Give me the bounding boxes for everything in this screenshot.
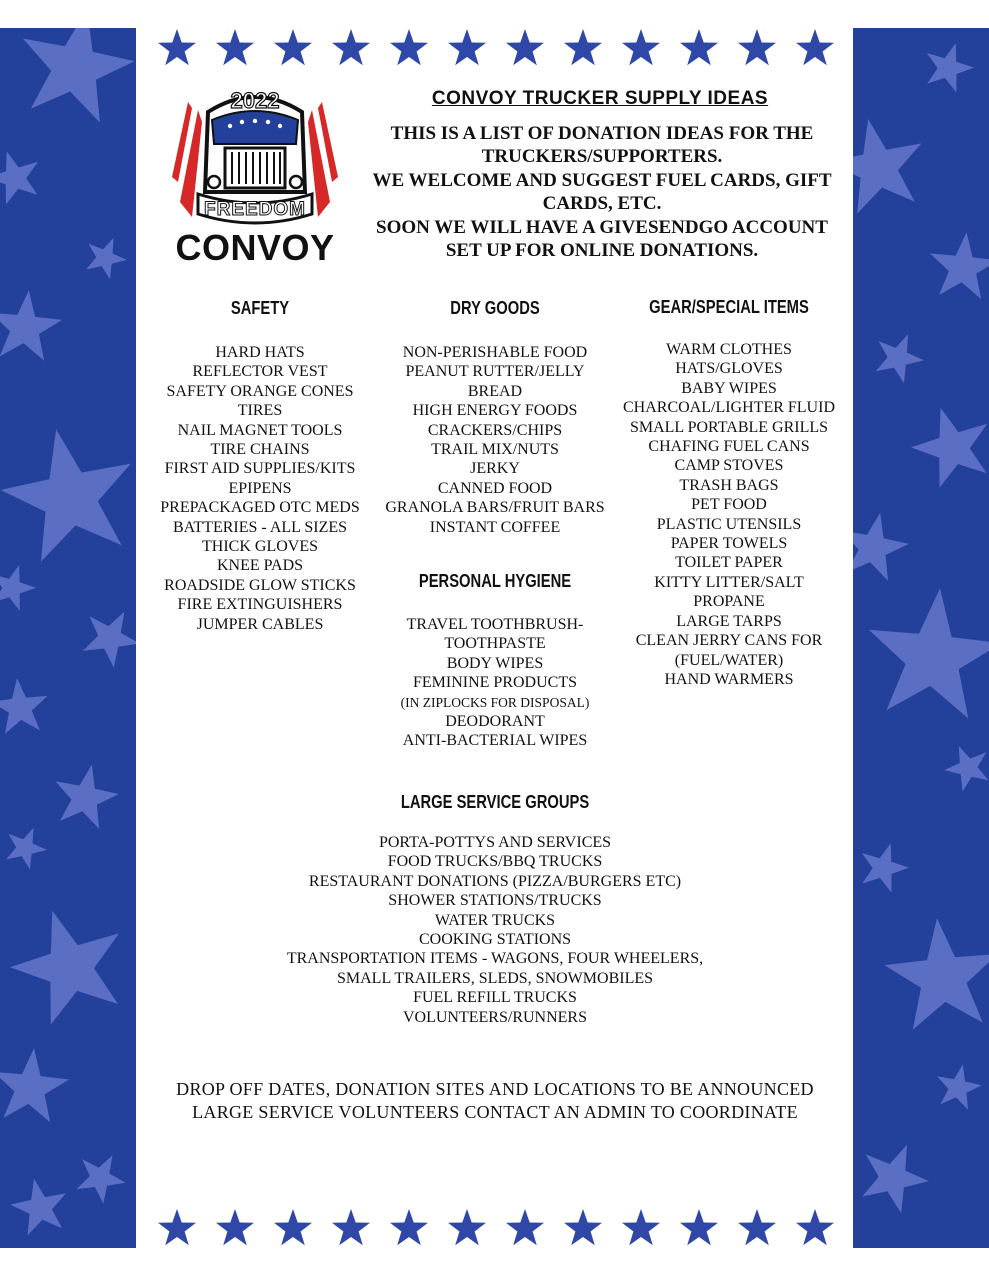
list-item: REFLECTOR VEST	[192, 363, 328, 381]
intro-line: CARDS, ETC.	[542, 193, 662, 215]
star-icon	[448, 1209, 486, 1245]
star-icon	[0, 1048, 69, 1122]
intro-text	[372, 122, 832, 262]
star-icon	[0, 151, 38, 204]
star-icon	[911, 408, 987, 488]
section-heading: PERSONAL HYGIENE	[418, 571, 572, 591]
intro-line: SET UP FOR ONLINE DONATIONS.	[445, 240, 759, 262]
intro-line: THIS IS A LIST OF DONATION IDEAS FOR THE	[390, 123, 814, 144]
list-item: FEMININE PRODUCTS	[412, 674, 577, 692]
footer-line: DROP OFF DATES, DONATION SITES AND LOCATIONS TO BE ANNOUNCED	[176, 1079, 814, 1099]
list-item: BABY WIPES	[681, 379, 777, 397]
gear-special-items-section	[610, 297, 848, 689]
safety-list	[150, 343, 370, 634]
list-item: PET FOOD	[691, 496, 767, 514]
list-item: KITTY LITTER/SALT	[654, 573, 804, 591]
top-star-border	[150, 28, 840, 68]
star-icon	[390, 1209, 428, 1245]
list-item: HAND WARMERS	[664, 670, 794, 688]
star-pattern-left	[0, 28, 136, 1248]
star-icon	[876, 334, 924, 383]
star-icon	[680, 29, 718, 65]
star-icon	[0, 290, 62, 361]
star-icon	[216, 1209, 254, 1245]
star-icon	[0, 678, 47, 734]
star-icon	[853, 119, 922, 214]
intro-line: TRUCKERS/SUPPORTERS.	[481, 146, 723, 168]
star-icon	[216, 29, 254, 65]
list-item: CANNED FOOD	[437, 479, 553, 497]
star-icon	[10, 1179, 66, 1236]
star-icon	[944, 746, 989, 792]
list-item: JUMPER CABLES	[196, 615, 324, 633]
list-item: PORTA-POTTYS AND SERVICES	[378, 834, 612, 851]
star-icon	[332, 29, 370, 65]
star-icon	[86, 238, 127, 280]
footer-note	[150, 1078, 840, 1124]
list-item: PEANUT RUTTER/JELLY	[405, 363, 585, 381]
intro-line: WE WELCOME AND SUGGEST FUEL CARDS, GIFT	[372, 169, 832, 191]
list-item: BODY WIPES	[446, 654, 544, 672]
list-item: WATER TRUCKS	[434, 911, 556, 929]
star-icon	[158, 1209, 196, 1245]
logo-word: CONVOY	[175, 227, 335, 268]
list-item: CHARCOAL/LIGHTER FLUID	[623, 399, 835, 417]
dry-goods-list	[375, 343, 615, 537]
list-item: FIRE EXTINGUISHERS	[177, 596, 343, 614]
star-icon	[930, 232, 989, 299]
safety-section	[150, 298, 370, 634]
list-item: TRAIL MIX/NUTS	[431, 441, 559, 459]
star-icon	[506, 1209, 544, 1245]
section-heading: GEAR/SPECIAL ITEMS	[649, 297, 809, 317]
list-item: ANTI-BACTERIAL WIPES	[402, 732, 588, 750]
list-item: CAMP STOVES	[674, 457, 784, 475]
star-icon	[680, 1209, 718, 1245]
star-icon	[158, 29, 196, 65]
star-icon	[83, 612, 136, 668]
star-icon	[55, 765, 118, 829]
list-item: (FUEL/WATER)	[674, 651, 784, 669]
list-item: HARD HATS	[215, 344, 305, 361]
list-item: CLEAN JERRY CANS FOR	[635, 632, 823, 650]
star-icon	[738, 1209, 776, 1245]
star-icon	[506, 29, 544, 65]
list-item: PAPER TOWELS	[670, 535, 788, 553]
footer-line: LARGE SERVICE VOLUNTEERS CONTACT AN ADMIN TO COORDINATE	[192, 1102, 798, 1122]
list-item: FIRST AID SUPPLIES/KITS	[164, 460, 356, 478]
star-icon	[448, 29, 486, 65]
list-item: SHOWER STATIONS/TRUCKS	[388, 892, 602, 910]
star-icon	[796, 1209, 834, 1245]
list-item: SMALL TRAILERS, SLEDS, SNOWMOBILES	[336, 969, 654, 987]
star-icon	[884, 918, 989, 1030]
star-icon	[862, 843, 909, 892]
left-star-band	[0, 28, 136, 1248]
list-item: ROADSIDE GLOW STICKS	[164, 576, 356, 594]
star-icon	[77, 1155, 126, 1204]
gear-list	[610, 340, 848, 689]
list-item: (IN ZIPLOCKS FOR DISPOSAL)	[400, 694, 590, 710]
star-icon	[796, 29, 834, 65]
list-item: TRAVEL TOOTHBRUSH-	[406, 616, 584, 633]
page-title: CONVOY TRUCKER SUPPLY IDEAS	[431, 88, 769, 109]
star-icon	[869, 588, 989, 718]
list-item: TIRE CHAINS	[210, 441, 310, 459]
logo-year: 2022	[230, 88, 280, 113]
personal-hygiene-section	[375, 571, 615, 751]
right-star-band	[853, 28, 989, 1248]
list-item: BREAD	[467, 382, 523, 400]
list-item: PROPANE	[693, 593, 765, 611]
list-item: HIGH ENERGY FOODS	[412, 402, 578, 420]
section-heading: SAFETY	[230, 298, 290, 318]
list-item: HATS/GLOVES	[675, 360, 783, 378]
list-item: PLASTIC UTENSILS	[656, 515, 802, 533]
list-item: TRASH BAGS	[679, 476, 779, 494]
list-item: TOILET PAPER	[675, 554, 783, 572]
star-icon	[274, 1209, 312, 1245]
section-heading: DRY GOODS	[450, 298, 540, 318]
star-icon	[0, 565, 36, 611]
freedom-convoy-logo	[170, 82, 340, 272]
list-item: TIRES	[237, 402, 283, 420]
list-item: THICK GLOVES	[202, 538, 318, 556]
star-icon	[10, 911, 119, 1025]
list-item: SMALL PORTABLE GRILLS	[629, 418, 829, 436]
large-service-groups-section	[260, 792, 730, 1027]
star-icon	[6, 828, 47, 870]
list-item: TRANSPORTATION ITEMS - WAGONS, FOUR WHEELERS,	[286, 950, 704, 968]
section-heading: LARGE SERVICE GROUPS	[400, 792, 590, 812]
star-icon	[1, 429, 131, 561]
star-icon	[564, 29, 602, 65]
list-item: CRACKERS/CHIPS	[427, 421, 563, 439]
star-icon	[853, 513, 909, 581]
star-icon	[622, 1209, 660, 1245]
list-item: DEODORANT	[445, 713, 545, 731]
list-item: BATTERIES - ALL SIZES	[172, 518, 348, 536]
list-item: EPIPENS	[228, 479, 292, 497]
list-item: LARGE TARPS	[676, 612, 782, 630]
list-item: NON-PERISHABLE FOOD	[402, 344, 588, 361]
list-item: FOOD TRUCKS/BBQ TRUCKS	[387, 853, 603, 871]
logo-banner: FREEDOM	[204, 199, 306, 220]
list-item: FUEL REFILL TRUCKS	[413, 989, 577, 1007]
star-icon	[274, 29, 312, 65]
star-pattern-right	[853, 28, 989, 1248]
star-icon	[937, 1065, 982, 1110]
list-item: INSTANT COFFEE	[429, 518, 561, 536]
list-item: PREPACKAGED OTC MEDS	[160, 499, 360, 517]
list-item: VOLUNTEERS/RUNNERS	[402, 1008, 587, 1026]
list-item: NAIL MAGNET TOOLS	[177, 421, 343, 439]
star-icon	[332, 1209, 370, 1245]
list-item: GRANOLA BARS/FRUIT BARS	[385, 499, 605, 517]
star-icon	[564, 1209, 602, 1245]
star-icon	[23, 28, 135, 123]
star-icon	[738, 29, 776, 65]
dry-goods-section	[375, 298, 615, 537]
star-icon	[390, 29, 428, 65]
star-icon	[862, 1145, 929, 1213]
personal-hygiene-list	[375, 615, 615, 751]
bottom-star-border	[150, 1208, 840, 1248]
star-icon	[927, 43, 974, 92]
list-item: COOKING STATIONS	[418, 931, 572, 949]
list-item: JERKY	[470, 460, 520, 478]
star-icon	[622, 29, 660, 65]
list-item: KNEE PADS	[216, 557, 304, 575]
list-item: WARM CLOTHES	[666, 341, 792, 358]
intro-line: SOON WE WILL HAVE A GIVESENDGO ACCOUNT	[376, 216, 828, 238]
list-item: TOOTHPASTE	[444, 635, 546, 653]
large-service-list	[260, 833, 730, 1027]
list-item: RESTAURANT DONATIONS (PIZZA/BURGERS ETC)	[308, 872, 682, 890]
list-item: SAFETY ORANGE CONES	[166, 382, 354, 400]
list-item: CHAFING FUEL CANS	[648, 438, 810, 456]
